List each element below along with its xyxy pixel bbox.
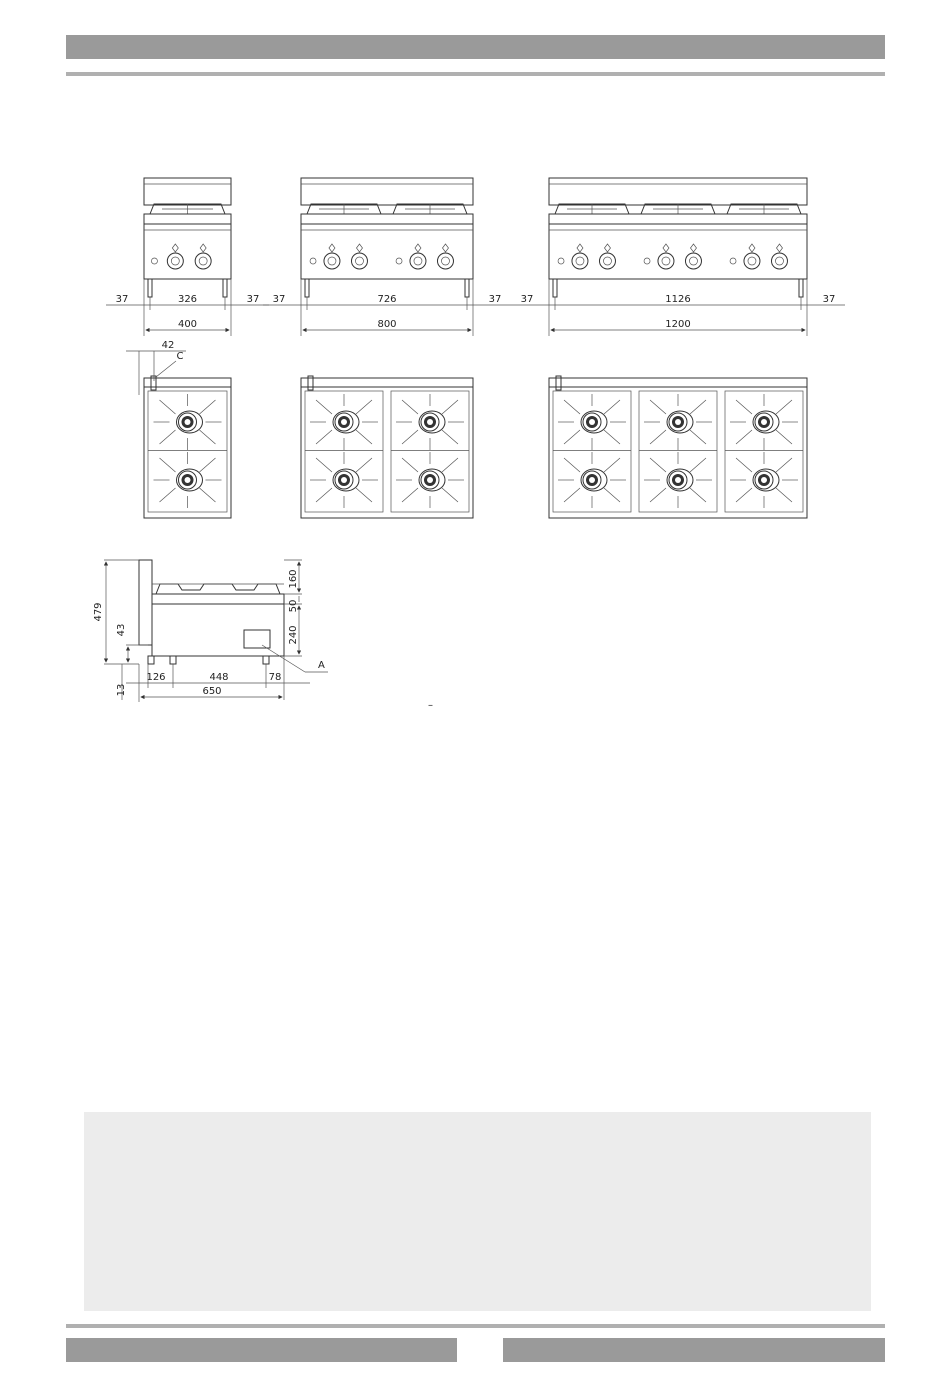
top-view-2 (301, 376, 473, 518)
label-connection-a: A (318, 660, 325, 671)
cooktop-rim (549, 214, 807, 224)
rear-panel (301, 178, 473, 205)
side-view (93, 560, 328, 702)
dim-side-left: 37 (272, 294, 286, 305)
igniter-icon (310, 258, 316, 264)
support-arm (402, 400, 418, 414)
support-arm (650, 458, 666, 472)
support-arm (690, 488, 706, 502)
support-arm (160, 400, 176, 414)
dim-side-left: 37 (520, 294, 534, 305)
igniter-icon (730, 258, 736, 264)
pan-support-grid (553, 391, 631, 512)
support-arm (442, 488, 458, 502)
pan-support-grid (148, 391, 227, 512)
support-arm (564, 400, 580, 414)
support-arm (442, 430, 458, 444)
indicator-icon (749, 244, 755, 252)
support-arm (316, 488, 332, 502)
leg (465, 279, 469, 297)
pan-support-grid (725, 391, 803, 512)
indicator-icon (690, 244, 696, 252)
support-arm (690, 430, 706, 444)
dim-side-left: 37 (115, 294, 129, 305)
knob-icon (572, 253, 588, 269)
dim-inner: 726 (377, 294, 397, 305)
indicator-icon (776, 244, 782, 252)
footer-bar-right (503, 1338, 885, 1362)
stray-mark: – (428, 700, 433, 711)
support-arm (776, 400, 792, 414)
cooktop-outline (301, 387, 473, 518)
support-arm (564, 458, 580, 472)
indicator-icon (172, 244, 178, 252)
leg (305, 279, 309, 297)
knob-icon (195, 253, 211, 269)
support-arm (776, 458, 792, 472)
support-arm (564, 488, 580, 502)
dim-overall: 1200 (665, 319, 691, 330)
indicator-icon (442, 244, 448, 252)
support-arm (316, 430, 332, 444)
knob-icon (658, 253, 674, 269)
control-panel (144, 224, 231, 279)
support-arm (200, 488, 216, 502)
support-arm (604, 400, 620, 414)
support-arm (650, 488, 666, 502)
dim-inner: 1126 (665, 294, 691, 305)
dim-inner: 326 (177, 294, 198, 305)
dim-body-height: 240 (288, 625, 299, 645)
support-arm (356, 430, 372, 444)
support-arm (356, 488, 372, 502)
support-arm (402, 430, 418, 444)
dim-side-right: 37 (488, 294, 502, 305)
front-views (106, 178, 845, 336)
indicator-icon (415, 244, 421, 252)
indicator-icon (200, 244, 206, 252)
dim-top-height: 160 (288, 569, 299, 589)
indicator-icon (577, 244, 583, 252)
support-arm (160, 458, 176, 472)
front-view-3 (511, 178, 845, 336)
knob-icon (351, 253, 367, 269)
footer-bar-left (66, 1338, 457, 1362)
dim-overall: 800 (377, 319, 397, 330)
leg (148, 279, 152, 297)
dim-top-offset: 42 (161, 340, 175, 351)
cooktop-rim (301, 214, 473, 224)
support-arm (402, 458, 418, 472)
front-view-2 (263, 178, 511, 336)
support-arm (690, 458, 706, 472)
dim-foot-rear: 78 (268, 672, 282, 683)
front-view-1 (106, 178, 269, 336)
support-arm (604, 430, 620, 444)
support-arm (442, 458, 458, 472)
knob-icon (685, 253, 701, 269)
pan-support-grid (391, 391, 469, 512)
pan-support-grid (305, 391, 383, 512)
support-arm (200, 400, 216, 414)
knob-icon (744, 253, 760, 269)
indicator-icon (329, 244, 335, 252)
support-arm (442, 400, 458, 414)
support-arm (736, 458, 752, 472)
indicator-icon (604, 244, 610, 252)
knob-icon (437, 253, 453, 269)
top-view-1 (144, 376, 231, 518)
indicator-icon (356, 244, 362, 252)
rear-panel (144, 378, 231, 387)
top-view-3 (549, 376, 807, 518)
support-arm (604, 488, 620, 502)
dim-base-offset: 13 (116, 683, 127, 697)
support-arm (650, 430, 666, 444)
control-panel (549, 224, 807, 279)
dim-mid-height: 50 (288, 599, 299, 613)
support-arm (356, 400, 372, 414)
dim-side-right: 37 (246, 294, 260, 305)
support-arm (200, 458, 216, 472)
leg (553, 279, 557, 297)
dim-side-right: 37 (822, 294, 836, 305)
igniter-icon (396, 258, 402, 264)
support-arm (200, 430, 216, 444)
support-arm (160, 488, 176, 502)
cooktop-rim (144, 214, 231, 224)
support-arm (736, 488, 752, 502)
knob-icon (410, 253, 426, 269)
leg (799, 279, 803, 297)
indicator-icon (663, 244, 669, 252)
dim-foot-span: 448 (209, 672, 229, 683)
support-arm (564, 430, 580, 444)
igniter-icon (151, 258, 157, 264)
dim-feet-height: 43 (116, 623, 127, 637)
support-arm (736, 400, 752, 414)
dim-height-total: 479 (93, 602, 104, 622)
notes-box (84, 1112, 871, 1311)
rear-panel (144, 178, 231, 205)
rear-panel (549, 178, 807, 205)
pan-support-grid (639, 391, 717, 512)
control-panel (301, 224, 473, 279)
rear-panel (301, 378, 473, 387)
igniter-icon (558, 258, 564, 264)
dim-foot-front: 126 (146, 672, 166, 683)
support-arm (736, 430, 752, 444)
support-arm (402, 488, 418, 502)
support-arm (316, 458, 332, 472)
igniter-icon (644, 258, 650, 264)
support-arm (316, 400, 332, 414)
knob-icon (771, 253, 787, 269)
dim-depth: 650 (202, 686, 222, 697)
top-views (144, 376, 807, 518)
footer-rule (66, 1324, 885, 1328)
dim-overall: 400 (177, 319, 198, 330)
rear-panel (549, 378, 807, 387)
knob-icon (599, 253, 615, 269)
label-connection-c: C (176, 351, 184, 362)
support-arm (604, 458, 620, 472)
support-arm (690, 400, 706, 414)
support-arm (160, 430, 176, 444)
support-arm (356, 458, 372, 472)
knob-icon (167, 253, 183, 269)
support-arm (650, 400, 666, 414)
leg (223, 279, 227, 297)
knob-icon (324, 253, 340, 269)
support-arm (776, 430, 792, 444)
support-arm (776, 488, 792, 502)
